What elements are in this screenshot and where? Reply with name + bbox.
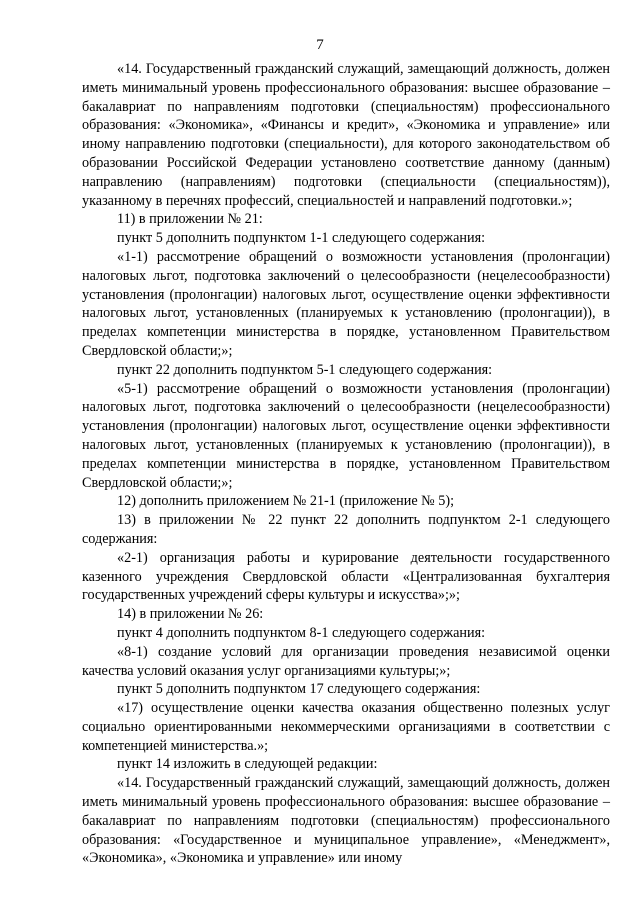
paragraph-point-5-amendment: пункт 5 дополнить подпунктом 1-1 следующего содержания: [117,230,486,247]
paragraph-subpoint-17: «17) осуществление оценки качества оказания общественно полезных услуг социально ориентированными некоммерческими организациями в соответствии с компетенцией министерства.»; [82,700,610,754]
paragraph-point-14-restatement: пункт 14 изложить в следующей редакции: [117,756,378,773]
paragraph-point-4-amendment: пункт 4 дополнить подпунктом 8-1 следующего содержания: [117,624,486,641]
paragraph-qualification-requirement-new: «14. Государственный гражданский служащий, замещающий должность, должен иметь минимальный уровень профессионального образования: высшее образование – бакалавриат по направлениям подготовки (специальностям) профессионального образования: «Государственное и муниципальное управление», «Менеджмент», «Экономика», «Экономика и управление» или иному [82,775,610,867]
paragraph-point-5-amendment-17: пункт 5 дополнить подпунктом 17 следующего содержания: [117,681,481,698]
paragraph-subpoint-8-1: «8-1) создание условий для организации проведения независимой оценки качества условий оказания услуг организациями культуры;»; [82,643,610,679]
paragraph-item-12: 12) дополнить приложением № 21-1 (приложение № 5); [117,493,455,510]
paragraph-qualification-requirement: «14. Государственный гражданский служащий, замещающий должность, должен иметь минимальный уровень профессионального образования: высшее образование – бакалавриат по направлениям подготовки (специальностям) профессионального образования: «Экономика», «Финансы и кредит», «Экономика и управление» или иному направлению подготовки (специальности), для которого законодательством об образовании Российской Федерации установлено соответствие данному (данным) направлению (направлениям) подготовки (специальности (специальностям)), указанному в перечнях профессий, специальностей и направлений подготовки.»; [82,61,610,209]
paragraph-item-11: 11) в приложении № 21: [117,211,263,228]
paragraph-subpoint-1-1: «1-1) рассмотрение обращений о возможности установления (пролонгации) налоговых льгот, подготовка заключений о целесообразности (нецелесообразности) установления (пролонгации) налоговых льгот, осуществление оценки эффективности налоговых льгот, установленных (планируемых к установлению (пролонгации)), в пределах компетенции министерства в порядке, установленном Правительством Свердловской области;»; [82,248,610,359]
paragraph-subpoint-2-1: «2-1) организация работы и курирование деятельности государственного казенного учреждения Свердловской области «Централизованная бухгалтерия государственных учреждений сферы культуры и искусства»;»; [82,549,610,604]
paragraph-subpoint-5-1: «5-1) рассмотрение обращений о возможности установления (пролонгации) налоговых льгот, подготовка заключений о целесообразности (нецелесообразности) установления (пролонгации) налоговых льгот, осуществление оценки эффективности налоговых льгот, установленных (планируемых к установлению (пролонгации)), в пределах компетенции министерства в порядке, установленном Правительством Свердловской области;»; [82,380,610,491]
paragraph-point-22-amendment: пункт 22 дополнить подпунктом 5-1 следующего содержания: [117,361,493,378]
page-number: 7 [316,37,324,53]
paragraph-item-13: 13) в приложении № 22 пункт 22 дополнить подпунктом 2-1 следующего содержания: [82,512,610,547]
paragraph-item-14: 14) в приложении № 26: [117,606,264,623]
document-body [82,60,610,868]
